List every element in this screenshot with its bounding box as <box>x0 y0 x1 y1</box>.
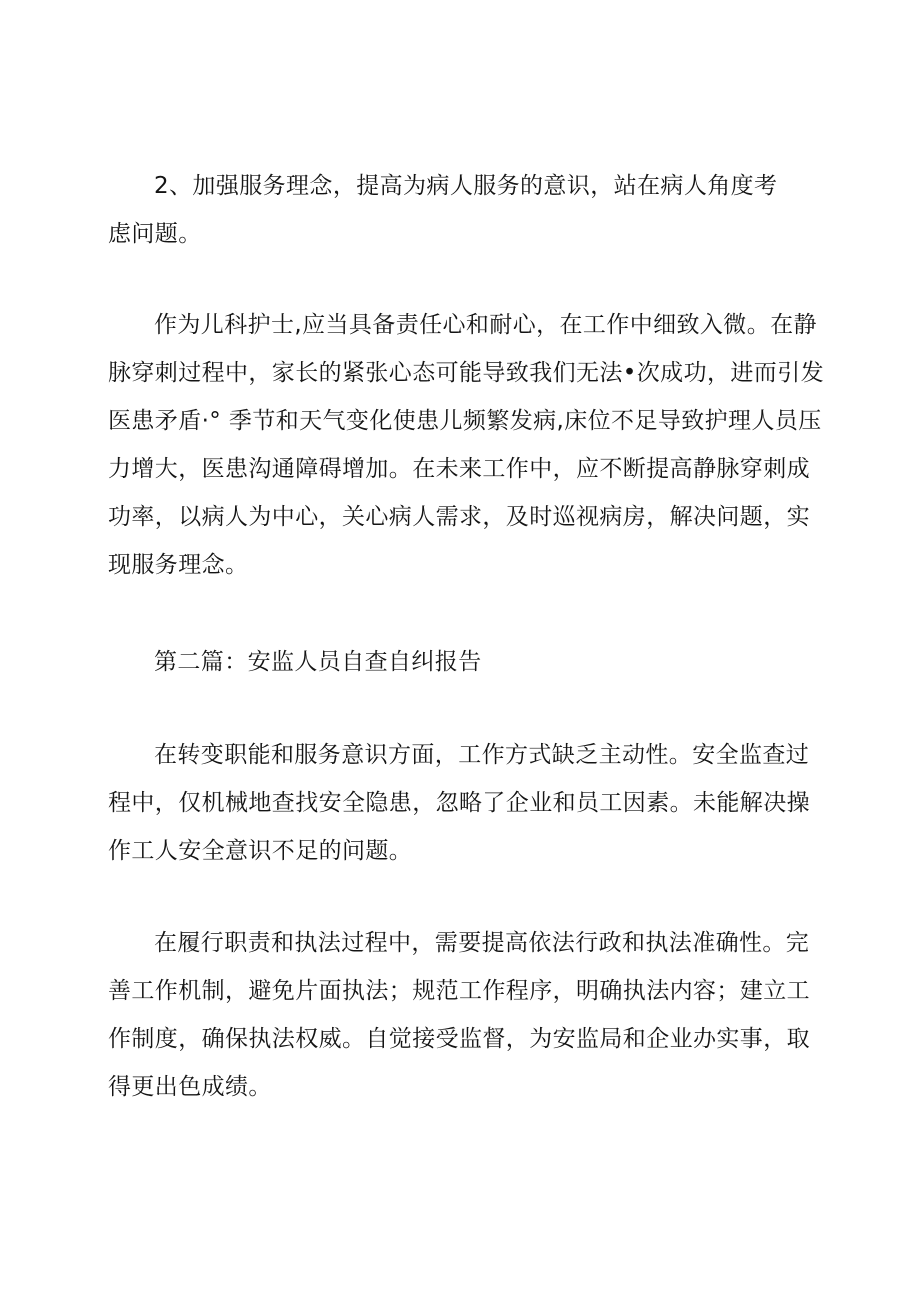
pediatric-nurse-paragraph: 作为儿科护士,应当具备责任心和耐心，在工作中细致入微。在静脉穿刺过程中，家长的紧张心态可能导致我们无法•次成功，进而引发医患矛盾·° 季节和天气变化使患儿频繁发病,床位不足导致护理人员压力增大，医患沟通障碍增加。在未来工作中，应不断提高静脉穿刺成功率，以病人为中心，关心病人需求，及时巡视病房，解决问题，实现服务理念。 <box>108 312 824 578</box>
chapter-two-heading: 第二篇：安监人员自查自纠报告 <box>154 649 482 675</box>
section-point-2-paragraph: 2、加强服务理念，提高为病人服务的意识，站在病人角度考虑问题。 <box>108 173 778 247</box>
function-service-paragraph: 在转变职能和服务意识方面，工作方式缺乏主动性。安全监查过程中，仅机械地查找安全隐患，忽略了企业和员工因素。未能解决操作工人安全意识不足的问题。 <box>108 742 810 864</box>
law-enforcement-paragraph: 在履行职责和执法过程中，需要提高依法行政和执法准确性。完善工作机制，避免片面执法；规范工作程序，明确执法内容；建立工作制度，确保执法权威。自觉接受监督，为安监局和企业办实事，取得更出色成绩。 <box>108 930 810 1100</box>
